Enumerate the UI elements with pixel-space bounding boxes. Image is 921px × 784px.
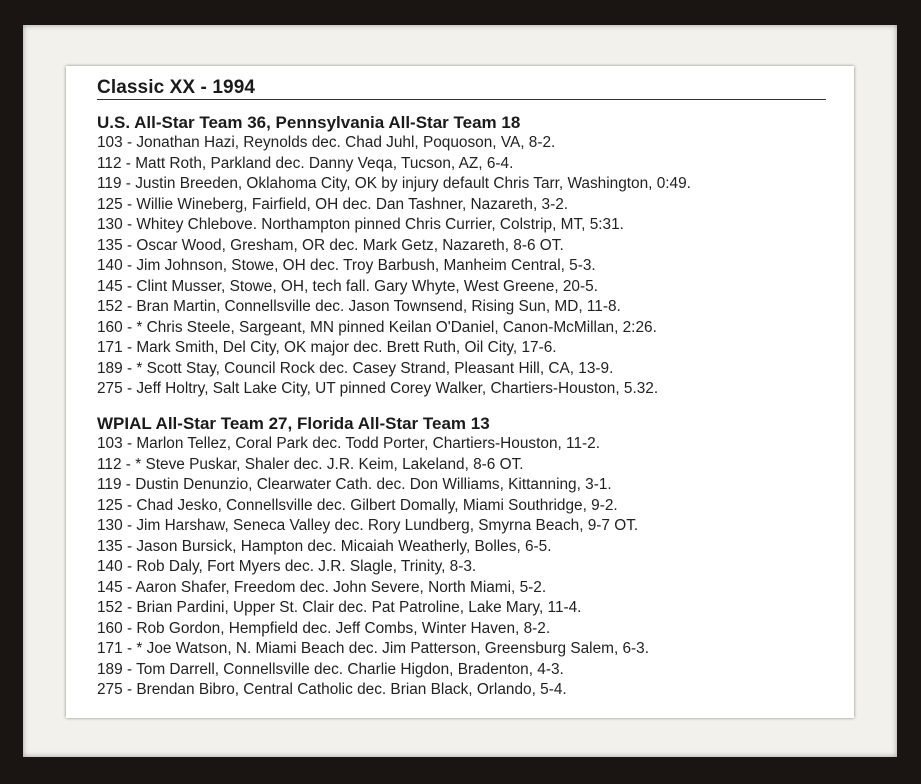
- match-result-135: 135 - Oscar Wood, Gresham, OR dec. Mark Getz, Nazareth, 8-6 OT.: [97, 236, 564, 254]
- match-result-189: 189 - * Scott Stay, Council Rock dec. Casey Strand, Pleasant Hill, CA, 13-9.: [97, 359, 614, 377]
- section-heading: U.S. All-Star Team 36, Pennsylvania All-Star Team 18: [97, 113, 521, 132]
- match-result-119: 119 - Justin Breeden, Oklahoma City, OK by injury default Chris Tarr, Washington, 0:49.: [97, 175, 691, 192]
- match-result-275: 275 - Brendan Bibro, Central Catholic dec. Brian Black, Orlando, 5-4.: [97, 681, 567, 698]
- title-divider: [97, 99, 826, 100]
- results-section-us-vs-pennsylvania: [97, 113, 837, 400]
- match-result-125: 125 - Willie Wineberg, Fairfield, OH dec. Dan Tashner, Nazareth, 3-2.: [97, 195, 569, 213]
- match-result-171: 171 - Mark Smith, Del City, OK major dec. Brett Ruth, Oil City, 17-6.: [97, 339, 557, 356]
- section-heading: WPIAL All-Star Team 27, Florida All-Star Team 13: [97, 414, 490, 433]
- match-result-160: 160 - Rob Gordon, Hempfield dec. Jeff Combs, Winter Haven, 8-2.: [97, 619, 551, 637]
- document-title: Classic XX - 1994: [97, 77, 256, 98]
- match-result-135: 135 - Jason Bursick, Hampton dec. Micaiah Weatherly, Bolles, 6-5.: [97, 537, 552, 555]
- match-result-189: 189 - Tom Darrell, Connellsville dec. Charlie Higdon, Bradenton, 4-3.: [97, 660, 564, 678]
- match-result-119: 119 - Dustin Denunzio, Clearwater Cath. dec. Don Williams, Kittanning, 3-1.: [97, 476, 612, 493]
- match-result-130: 130 - Jim Harshaw, Seneca Valley dec. Rory Lundberg, Smyrna Beach, 9-7 OT.: [97, 517, 639, 534]
- match-result-160: 160 - * Chris Steele, Sargeant, MN pinned Keilan O'Daniel, Canon-McMillan, 2:26.: [97, 318, 657, 336]
- match-result-140: 140 - Jim Johnson, Stowe, OH dec. Troy Barbush, Manheim Central, 5-3.: [97, 257, 596, 274]
- match-result-140: 140 - Rob Daly, Fort Myers dec. J.R. Slagle, Trinity, 8-3.: [97, 558, 477, 575]
- match-result-103: 103 - Marlon Tellez, Coral Park dec. Todd Porter, Chartiers-Houston, 11-2.: [97, 435, 600, 452]
- match-result-103: 103 - Jonathan Hazi, Reynolds dec. Chad Juhl, Poquoson, VA, 8-2.: [97, 134, 556, 151]
- match-result-112: 112 - * Steve Puskar, Shaler dec. J.R. Keim, Lakeland, 8-6 OT.: [97, 455, 524, 473]
- match-result-145: 145 - Clint Musser, Stowe, OH, tech fall. Gary Whyte, West Greene, 20-5.: [97, 277, 598, 295]
- match-result-145: 145 - Aaron Shafer, Freedom dec. John Severe, North Miami, 5-2.: [97, 578, 547, 596]
- results-section-wpial-vs-florida: [97, 414, 837, 701]
- match-result-275: 275 - Jeff Holtry, Salt Lake City, UT pinned Corey Walker, Chartiers-Houston, 5.32.: [97, 380, 659, 397]
- match-result-152: 152 - Brian Pardini, Upper St. Clair dec. Pat Patroline, Lake Mary, 11-4.: [97, 599, 582, 616]
- match-result-112: 112 - Matt Roth, Parkland dec. Danny Veqa, Tucson, AZ, 6-4.: [97, 154, 514, 172]
- match-result-125: 125 - Chad Jesko, Connellsville dec. Gilbert Domally, Miami Southridge, 9-2.: [97, 496, 618, 514]
- match-result-152: 152 - Bran Martin, Connellsville dec. Jason Townsend, Rising Sun, MD, 11-8.: [97, 298, 621, 315]
- match-result-171: 171 - * Joe Watson, N. Miami Beach dec. Jim Patterson, Greensburg Salem, 6-3.: [97, 640, 650, 657]
- match-result-130: 130 - Whitey Chlebove. Northampton pinned Chris Currier, Colstrip, MT, 5:31.: [97, 216, 624, 233]
